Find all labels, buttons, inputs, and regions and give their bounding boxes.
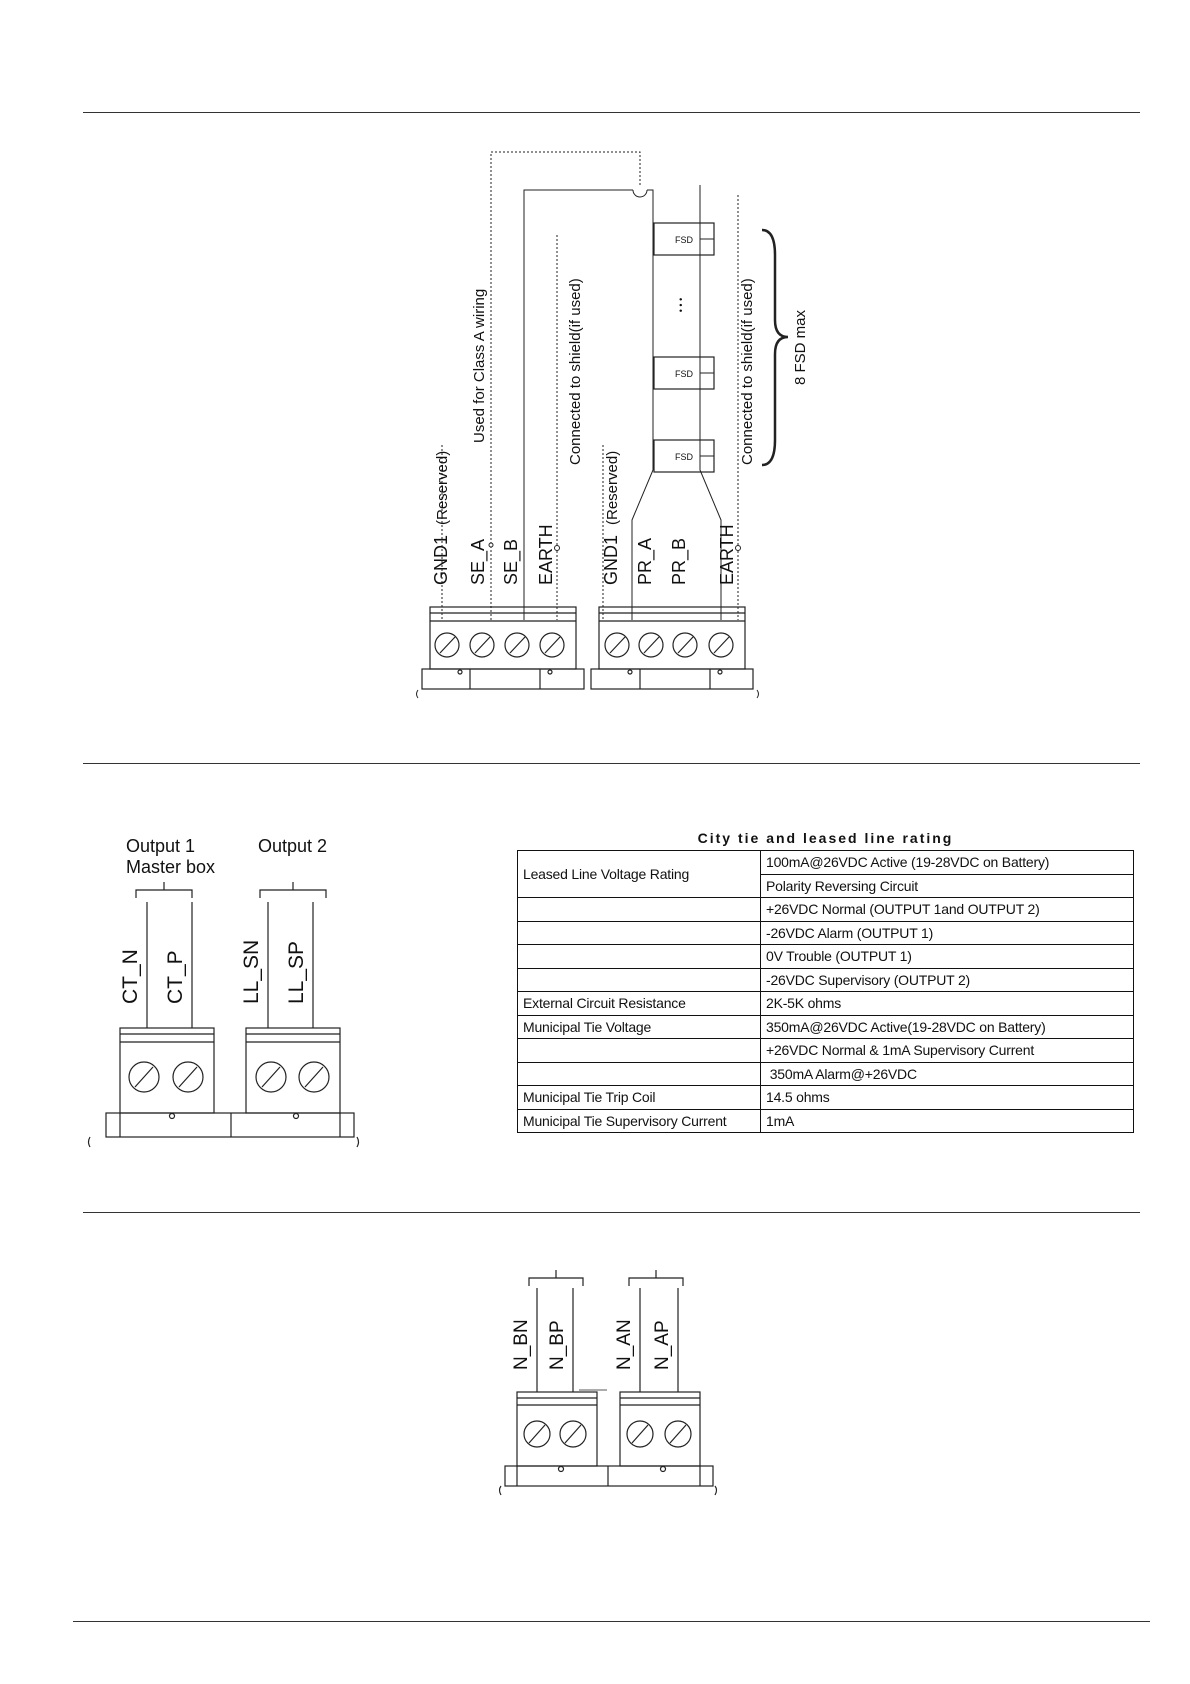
rating-table-title: City tie and leased line rating <box>697 830 954 846</box>
section-rule-lower <box>83 1212 1140 1213</box>
max-fsd-note: 8 FSD max <box>792 309 809 385</box>
terminal-label-earth-right: EARTH <box>717 524 737 585</box>
output2-title: Output 2 <box>258 836 328 856</box>
fsd-ellipsis: • • • <box>676 297 686 313</box>
table-cell-param <box>518 1039 761 1063</box>
terminal-block-network <box>500 1392 717 1495</box>
table-cell-param <box>518 921 761 945</box>
shield-note-right: Connected to shield(if used) <box>739 278 756 465</box>
terminal-block-pr <box>591 607 753 689</box>
table-cell-value: 2K-5K ohms <box>761 992 1134 1016</box>
terminal-label-se-b: SE_B <box>501 538 521 585</box>
fsd-label-3: FSD <box>675 452 693 462</box>
table-cell-param <box>518 1062 761 1086</box>
rating-table <box>517 850 1134 1133</box>
terminal-label-earth-left: EARTH <box>536 524 556 585</box>
table-cell-param <box>518 945 761 969</box>
section-rule-footer <box>73 1621 1150 1622</box>
table-cell-value: 350mA Alarm@+26VDC <box>761 1062 1134 1086</box>
table-cell-value: +26VDC Normal & 1mA Supervisory Current <box>761 1039 1134 1063</box>
table-row <box>518 1062 1134 1086</box>
rating-table-section <box>517 830 1134 1133</box>
table-row <box>518 945 1134 969</box>
table-cell-param: Municipal Tie Trip Coil <box>518 1086 761 1110</box>
terminal-label-n-an: N_AN <box>614 1319 635 1370</box>
table-cell-value: -26VDC Supervisory (OUTPUT 2) <box>761 968 1134 992</box>
table-row <box>518 1015 1134 1039</box>
terminal-label-n-bn: N_BN <box>511 1319 532 1370</box>
terminal-label-ct-n: CT_N <box>119 949 142 1004</box>
table-row <box>518 1086 1134 1110</box>
table-cell-param: Municipal Tie Voltage <box>518 1015 761 1039</box>
table-cell-value: 1mA <box>761 1109 1134 1133</box>
table-cell-param: External Circuit Resistance <box>518 992 761 1016</box>
fsd-label-2: FSD <box>675 369 693 379</box>
city-tie-output-diagram <box>80 832 380 1162</box>
section-rule-top <box>83 112 1140 113</box>
terminal-label-n-bp: N_BP <box>547 1320 568 1370</box>
table-row <box>518 992 1134 1016</box>
table-cell-param <box>518 898 761 922</box>
table-cell-param <box>518 968 761 992</box>
reserved-note-left: (Reserved) <box>434 450 451 525</box>
class-a-note: Used for Class A wiring <box>471 288 488 443</box>
table-row <box>518 898 1134 922</box>
shield-note-left: Connected to shield(if used) <box>567 278 584 465</box>
terminal-label-gnd1-right: GND1 <box>601 534 621 585</box>
table-cell-value: 100mA@26VDC Active (19-28VDC on Battery) <box>761 851 1134 875</box>
section-rule-middle <box>83 763 1140 764</box>
table-row <box>518 921 1134 945</box>
table-cell-param: Leased Line Voltage Rating <box>518 851 761 898</box>
table-cell-value: -26VDC Alarm (OUTPUT 1) <box>761 921 1134 945</box>
table-cell-value: Polarity Reversing Circuit <box>761 874 1134 898</box>
table-cell-value: +26VDC Normal (OUTPUT 1and OUTPUT 2) <box>761 898 1134 922</box>
terminal-label-ll-sn: LL_SN <box>240 939 263 1004</box>
fsd-label-1: FSD <box>675 235 693 245</box>
table-cell-value: 14.5 ohms <box>761 1086 1134 1110</box>
table-cell-value: 0V Trouble (OUTPUT 1) <box>761 945 1134 969</box>
terminal-label-n-ap: N_AP <box>652 1320 673 1370</box>
table-row <box>518 851 1134 875</box>
terminal-label-ll-sp: LL_SP <box>285 940 308 1004</box>
table-cell-param: Municipal Tie Supervisory Current <box>518 1109 761 1133</box>
terminal-block-se <box>422 607 584 689</box>
table-cell-value: 350mA@26VDC Active(19-28VDC on Battery) <box>761 1015 1134 1039</box>
terminal-label-pr-b: PR_B <box>669 537 689 585</box>
table-row <box>518 1039 1134 1063</box>
terminal-block-city-tie <box>89 1028 359 1147</box>
terminal-label-pr-a: PR_A <box>635 537 655 585</box>
table-row <box>518 1109 1134 1133</box>
reserved-note-right: (Reserved) <box>604 450 621 525</box>
terminal-label-ct-p: CT_P <box>164 950 187 1004</box>
loop-wiring-diagram <box>400 145 820 715</box>
terminal-label-gnd1-left: GND1 <box>431 534 451 585</box>
output1-title: Output 1 <box>126 836 196 856</box>
table-row <box>518 968 1134 992</box>
network-terminal-diagram <box>495 1270 735 1510</box>
output1-subtitle: Master box <box>126 857 216 877</box>
terminal-label-se-a: SE_A <box>468 538 488 585</box>
